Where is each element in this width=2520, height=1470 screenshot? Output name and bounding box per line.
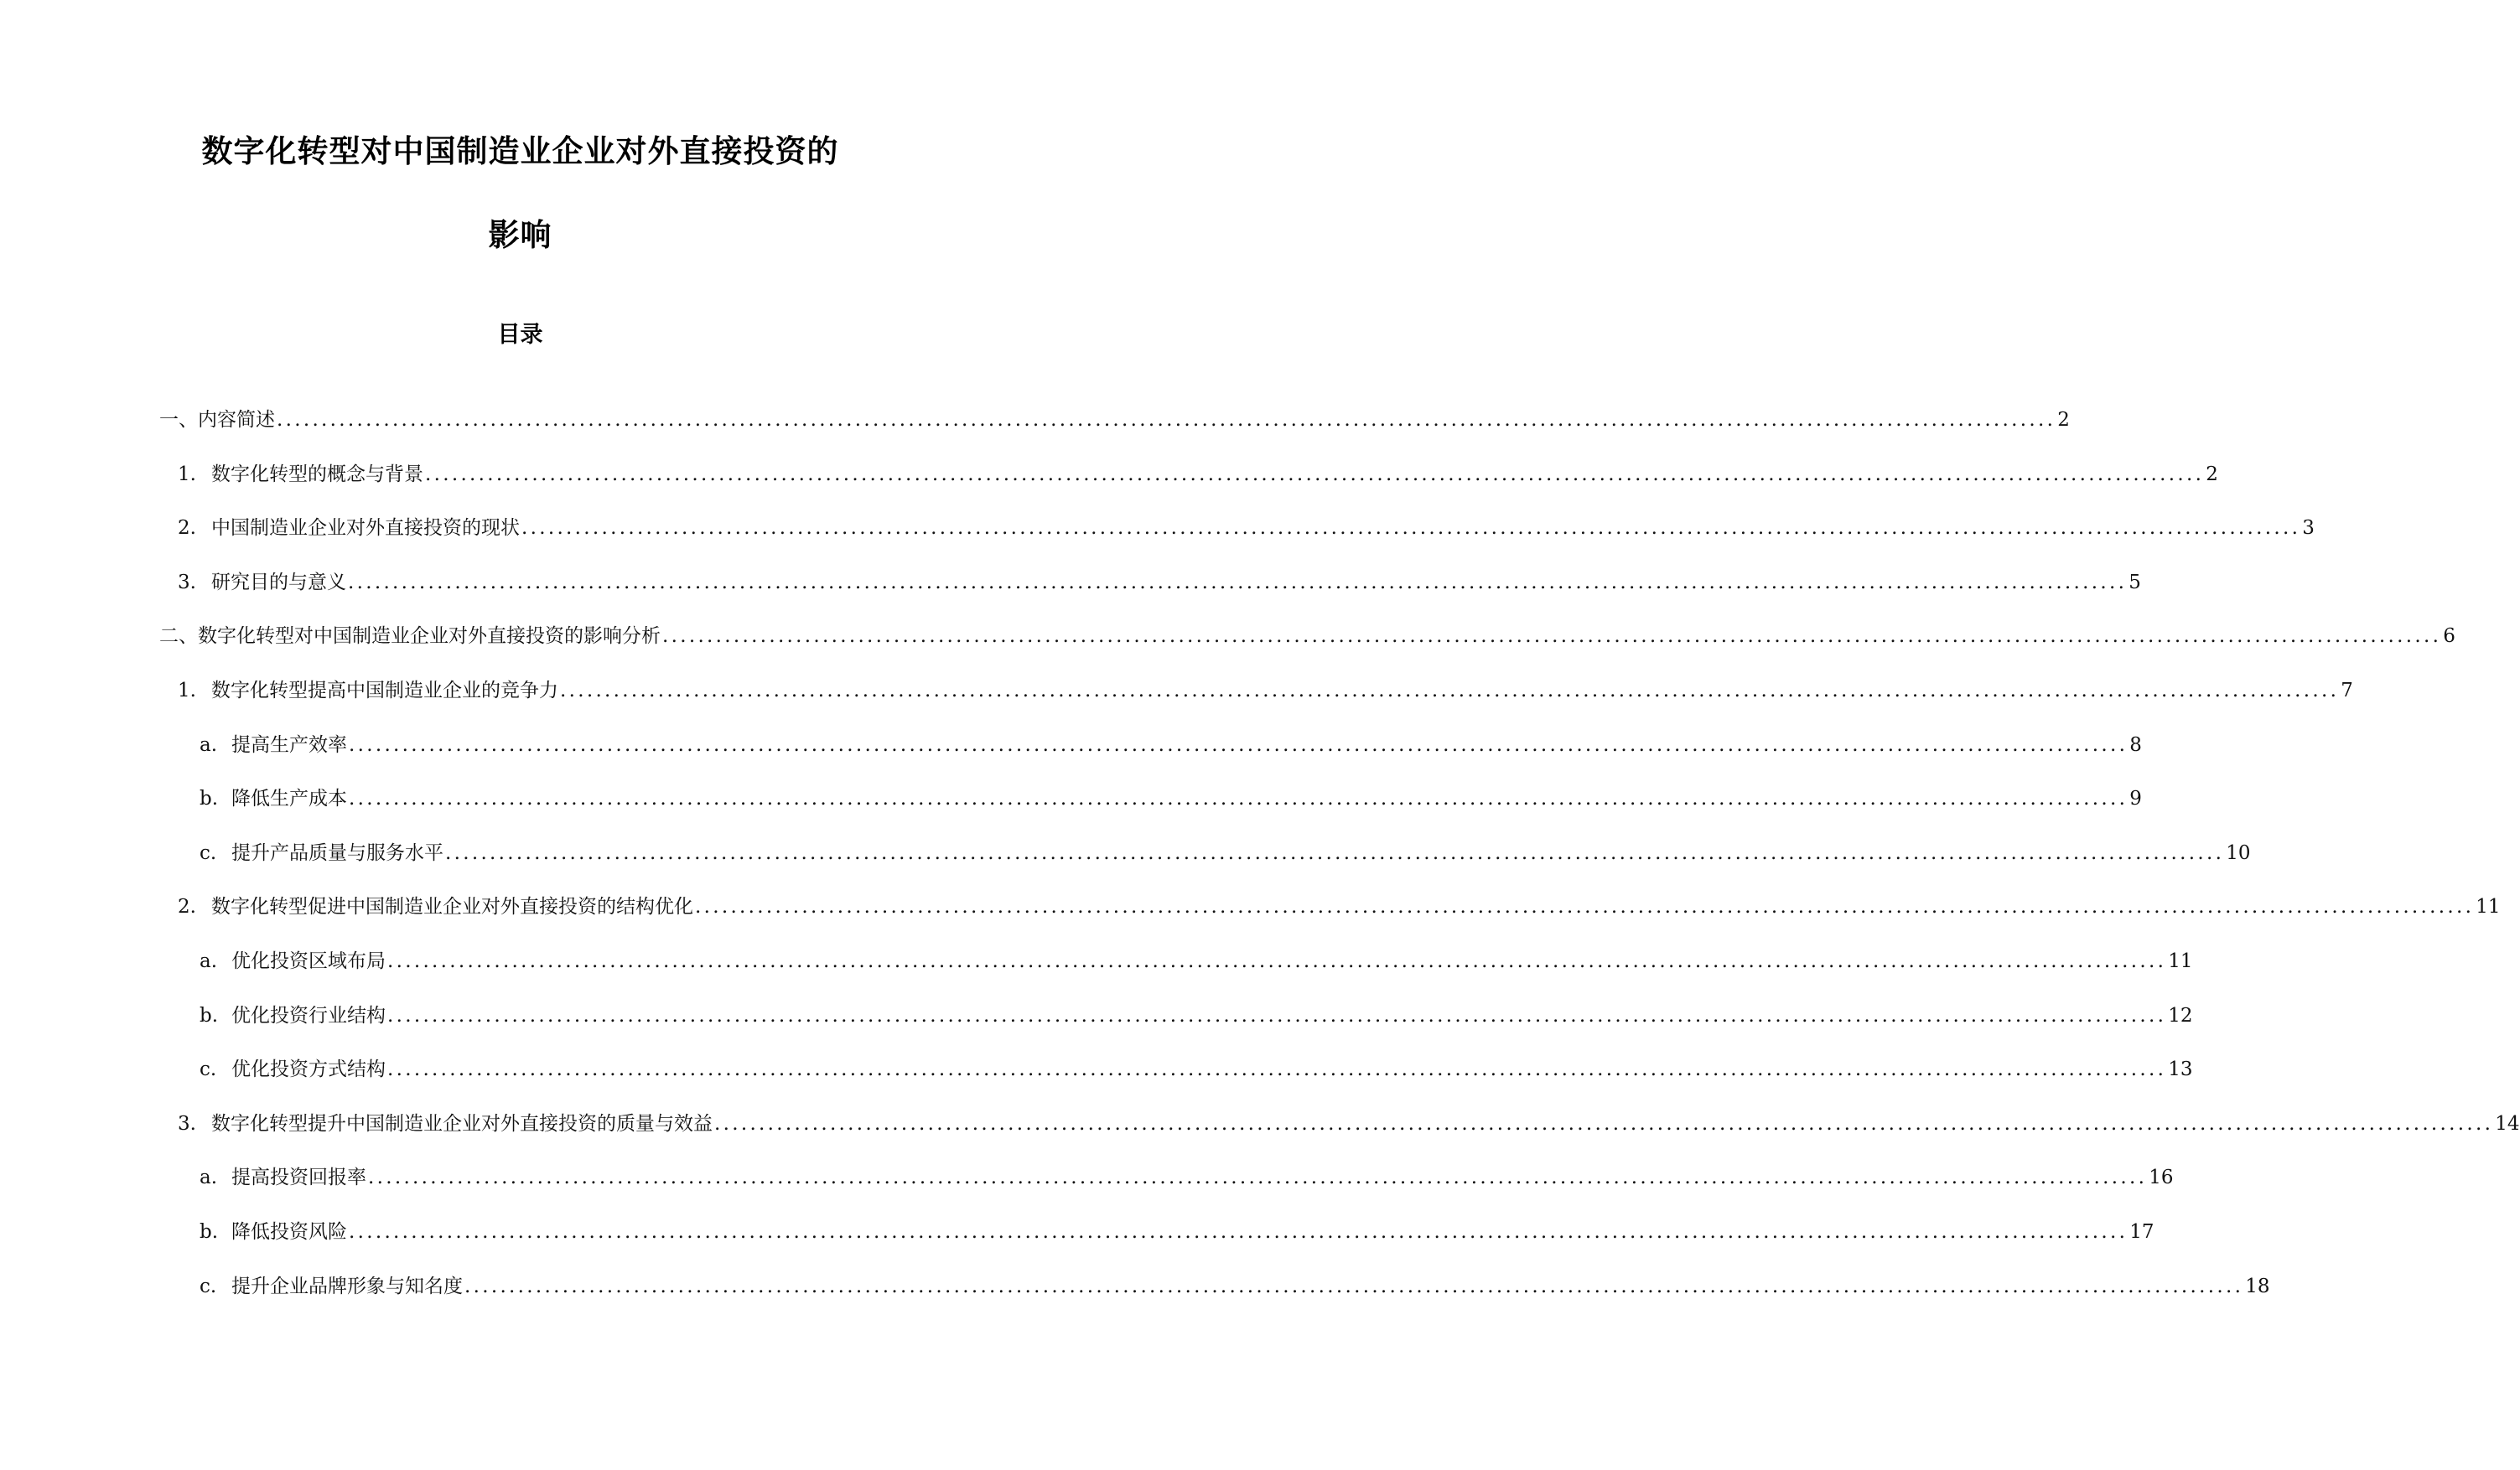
toc-entry-text [178, 893, 693, 921]
toc-entry-number: 1. [178, 463, 196, 485]
toc-entry-number: b. [200, 1004, 219, 1027]
toc-entry[interactable] [200, 947, 2193, 976]
toc-entry-text [159, 406, 275, 434]
toc-entry-page-number: 10 [2226, 841, 2251, 864]
toc-entry-text [178, 676, 558, 705]
toc-dot-leader: ........................................................................................................................................................................................................ [349, 1221, 2129, 1243]
toc-entry-number: b. [200, 1221, 219, 1243]
toc-entry-number: 3. [178, 1112, 196, 1135]
toc-entry-page-number: 18 [2245, 1275, 2270, 1297]
toc-entry-label: 数字化转型提高中国制造业企业的竞争力 [211, 680, 558, 701]
toc-entry-label: 数字化转型促进中国制造业企业对外直接投资的结构优化 [211, 896, 693, 919]
toc-entry-number: 1. [178, 680, 196, 701]
toc-entry[interactable] [200, 839, 2251, 867]
toc-entry[interactable] [159, 406, 2070, 434]
toc-entry-label: 优化投资行业结构 [231, 1004, 386, 1027]
toc-entry[interactable] [200, 1055, 2193, 1084]
toc-entry-page-number: 11 [2476, 896, 2501, 919]
document-title-line-2: 影响 [488, 217, 552, 253]
toc-entry-text [200, 784, 347, 813]
toc-entry[interactable] [200, 1218, 2154, 1246]
toc-dot-leader: ........................................................................................................................................................................................................ [387, 950, 2167, 972]
toc-entry-number: c. [200, 1059, 217, 1081]
toc-entry-number: c. [200, 1275, 217, 1297]
toc-entry-number: 2. [178, 517, 196, 540]
toc-entry-text [178, 568, 346, 597]
toc-entry-number: c. [200, 841, 217, 864]
toc-entry-label: 二、数字化转型对中国制造业企业对外直接投资的影响分析 [159, 625, 661, 648]
toc-entry-page-number: 12 [2168, 1004, 2193, 1027]
toc-entry-number: b. [200, 788, 219, 810]
toc-entry[interactable] [178, 514, 2315, 542]
toc-entry-label: 优化投资方式结构 [231, 1059, 386, 1081]
toc-entry-page-number: 8 [2129, 733, 2142, 756]
document-title-line-1: 数字化转型对中国制造业企业对外直接投资的 [201, 133, 839, 169]
toc-entry-text [200, 1055, 386, 1084]
toc-entry-text [178, 514, 520, 542]
toc-entry-page-number: 17 [2129, 1221, 2154, 1243]
toc-entry-label: 降低投资风险 [231, 1221, 347, 1243]
toc-entry-page-number: 9 [2129, 788, 2142, 810]
toc-entry-label: 降低生产成本 [231, 788, 347, 810]
toc-entry-text [200, 1272, 463, 1301]
toc-entry[interactable] [178, 1110, 2520, 1138]
toc-entry-label: 中国制造业企业对外直接投资的现状 [211, 517, 520, 540]
toc-dot-leader: ........................................................................................................................................................................................................ [521, 517, 2301, 540]
toc-entry-label: 一、内容简述 [159, 409, 275, 431]
toc-entry-label: 数字化转型的概念与背景 [211, 463, 423, 485]
toc-dot-leader: ........................................................................................................................................................................................................ [445, 841, 2225, 864]
toc-dot-leader: ........................................................................................................................................................................................................ [368, 1167, 2148, 1189]
toc-entry-page-number: 14 [2495, 1112, 2520, 1135]
toc-heading: 目录 [497, 322, 543, 348]
toc-entry[interactable] [200, 1163, 2174, 1192]
toc-entry-label: 研究目的与意义 [211, 571, 346, 593]
toc-entry-text [200, 947, 386, 976]
toc-entry[interactable] [178, 676, 2353, 705]
toc-dot-leader: ........................................................................................................................................................................................................ [464, 1275, 2244, 1297]
toc-entry-page-number: 13 [2168, 1059, 2193, 1081]
toc-entry-text [200, 1163, 366, 1192]
toc-entry-page-number: 6 [2443, 625, 2455, 648]
toc-entry-page-number: 7 [2341, 680, 2353, 701]
toc-entry[interactable] [178, 460, 2218, 489]
toc-entry[interactable] [178, 893, 2501, 921]
toc-entry[interactable] [200, 1002, 2193, 1030]
toc-dot-leader: ........................................................................................................................................................................................................ [662, 625, 2442, 648]
toc-entry-page-number: 5 [2129, 571, 2141, 593]
toc-entry-page-number: 3 [2302, 517, 2315, 540]
toc-entry[interactable] [200, 731, 2142, 759]
toc-entry-page-number: 16 [2149, 1167, 2174, 1189]
toc-entry-number: 2. [178, 896, 196, 919]
toc-dot-leader: ........................................................................................................................................................................................................ [349, 733, 2129, 756]
toc-entry-text [159, 622, 661, 650]
toc-entry-number: a. [200, 950, 218, 972]
toc-entry[interactable] [200, 784, 2142, 813]
toc-entry[interactable] [159, 622, 2455, 650]
toc-dot-leader: ........................................................................................................................................................................................................ [277, 409, 2056, 431]
toc-entry-label: 数字化转型提升中国制造业企业对外直接投资的质量与效益 [211, 1112, 713, 1135]
toc-entry-page-number: 2 [2206, 463, 2218, 485]
toc-entry-label: 提高生产效率 [231, 733, 347, 756]
toc-entry-text [200, 839, 443, 867]
toc-entry-label: 优化投资区域布局 [231, 950, 386, 972]
toc-entry-number: 3. [178, 571, 196, 593]
toc-entry-text [178, 460, 423, 489]
toc-dot-leader: ........................................................................................................................................................................................................ [560, 680, 2340, 701]
toc-entry[interactable] [178, 568, 2141, 597]
toc-dot-leader: ........................................................................................................................................................................................................ [387, 1004, 2167, 1027]
toc-dot-leader: ........................................................................................................................................................................................................ [349, 788, 2129, 810]
toc-entry-label: 提升产品质量与服务水平 [231, 841, 443, 864]
toc-entry-label: 提高投资回报率 [231, 1167, 366, 1189]
toc-dot-leader: ........................................................................................................................................................................................................ [387, 1059, 2167, 1081]
toc-entry-text [200, 1002, 386, 1030]
toc-entry-text [200, 1218, 347, 1246]
toc-entry-text [178, 1110, 713, 1138]
toc-entry-number: a. [200, 1167, 218, 1189]
toc-entry-text [200, 731, 347, 759]
toc-entry-label: 提升企业品牌形象与知名度 [231, 1275, 463, 1297]
toc-dot-leader: ........................................................................................................................................................................................................ [425, 463, 2205, 485]
toc-entry-page-number: 11 [2168, 950, 2193, 972]
toc-entry-page-number: 2 [2057, 409, 2070, 431]
toc-entry-number: a. [200, 733, 218, 756]
toc-dot-leader: ........................................................................................................................................................................................................ [714, 1112, 2494, 1135]
toc-dot-leader: ........................................................................................................................................................................................................ [695, 896, 2475, 919]
toc-dot-leader: ........................................................................................................................................................................................................ [348, 571, 2128, 593]
toc-entry[interactable] [200, 1272, 2270, 1301]
